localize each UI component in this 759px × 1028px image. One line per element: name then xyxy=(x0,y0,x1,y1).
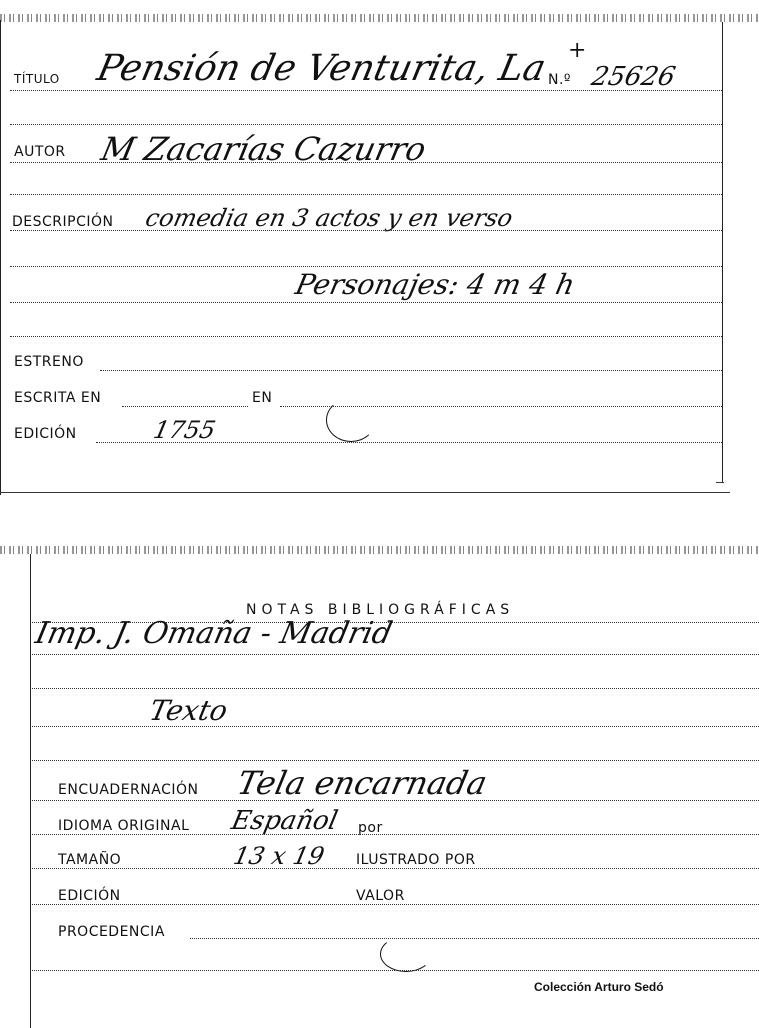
rule-line xyxy=(32,760,759,761)
edicion-label: EDICIÓN xyxy=(14,426,77,442)
idioma-original-label: IDIOMA ORIGINAL xyxy=(58,818,190,834)
notas-heading: NOTAS BIBLIOGRÁFICAS xyxy=(246,602,515,618)
encuadernacion-value: Tela encarnada xyxy=(233,764,491,802)
tamano-label: TAMAÑO xyxy=(58,852,122,868)
por-label: por xyxy=(358,820,383,836)
rule-line xyxy=(32,688,759,689)
corner-mark xyxy=(716,482,724,483)
rule-line xyxy=(122,406,248,407)
descripcion-label: DESCRIPCIÓN xyxy=(12,214,114,230)
rule-line xyxy=(32,800,759,801)
rule-line xyxy=(32,654,759,655)
rule-line xyxy=(32,970,759,971)
rule-line xyxy=(190,938,759,939)
rule-line xyxy=(10,90,722,91)
hole-arc-mark xyxy=(326,398,376,442)
rule-line xyxy=(10,162,722,163)
numero-value: 25626 xyxy=(588,62,678,92)
edicion-value: 1755 xyxy=(151,416,219,444)
card-bottom-edge xyxy=(0,492,730,493)
rule-line xyxy=(10,336,722,337)
catalog-card-bottom xyxy=(0,540,759,1028)
edicion-label: EDICIÓN xyxy=(58,888,121,904)
rule-line xyxy=(32,726,759,727)
rule-line xyxy=(10,124,722,125)
personajes-value: Personajes: 4 m 4 h xyxy=(292,268,578,301)
rule-line xyxy=(32,904,759,905)
idioma-original-value: Español xyxy=(228,806,341,836)
descripcion-value: comedia en 3 actos y en verso xyxy=(143,204,516,232)
card-border-right xyxy=(722,22,723,482)
card-border-left xyxy=(0,20,1,495)
collection-footer: Colección Arturo Sedó xyxy=(534,980,664,994)
autor-label: AUTOR xyxy=(14,144,66,160)
rule-line xyxy=(10,230,722,231)
titulo-value: Pensión de Venturita, La xyxy=(93,48,550,89)
notas-line-2: Texto xyxy=(146,694,231,727)
en-label: EN xyxy=(252,390,273,406)
cross-mark-icon: + xyxy=(568,38,587,63)
torn-edge xyxy=(0,546,759,554)
ilustrado-por-label: ILUSTRADO POR xyxy=(356,852,476,868)
rule-line xyxy=(32,834,759,835)
tamano-value: 13 x 19 xyxy=(231,842,327,870)
autor-value: M Zacarías Cazurro xyxy=(97,130,430,168)
numero-label: N.º xyxy=(548,72,572,88)
encuadernacion-label: ENCUADERNACIÓN xyxy=(58,782,199,798)
rule-line xyxy=(10,302,722,303)
rule-line xyxy=(100,370,722,371)
rule-line xyxy=(96,442,722,443)
valor-label: VALOR xyxy=(356,888,405,904)
rule-line xyxy=(10,194,722,195)
rule-line xyxy=(10,266,722,267)
card-border-left xyxy=(30,554,31,1028)
notas-line-1: Imp. J. Omaña - Madrid xyxy=(32,616,396,651)
torn-edge xyxy=(0,14,759,22)
titulo-label: TÍTULO xyxy=(14,72,60,86)
procedencia-label: PROCEDENCIA xyxy=(58,924,165,940)
rule-line xyxy=(32,868,759,869)
estreno-label: ESTRENO xyxy=(14,354,84,370)
hole-arc-mark xyxy=(380,936,432,972)
escrita-en-label: ESCRITA EN xyxy=(14,390,102,406)
catalog-card-top xyxy=(0,0,759,495)
